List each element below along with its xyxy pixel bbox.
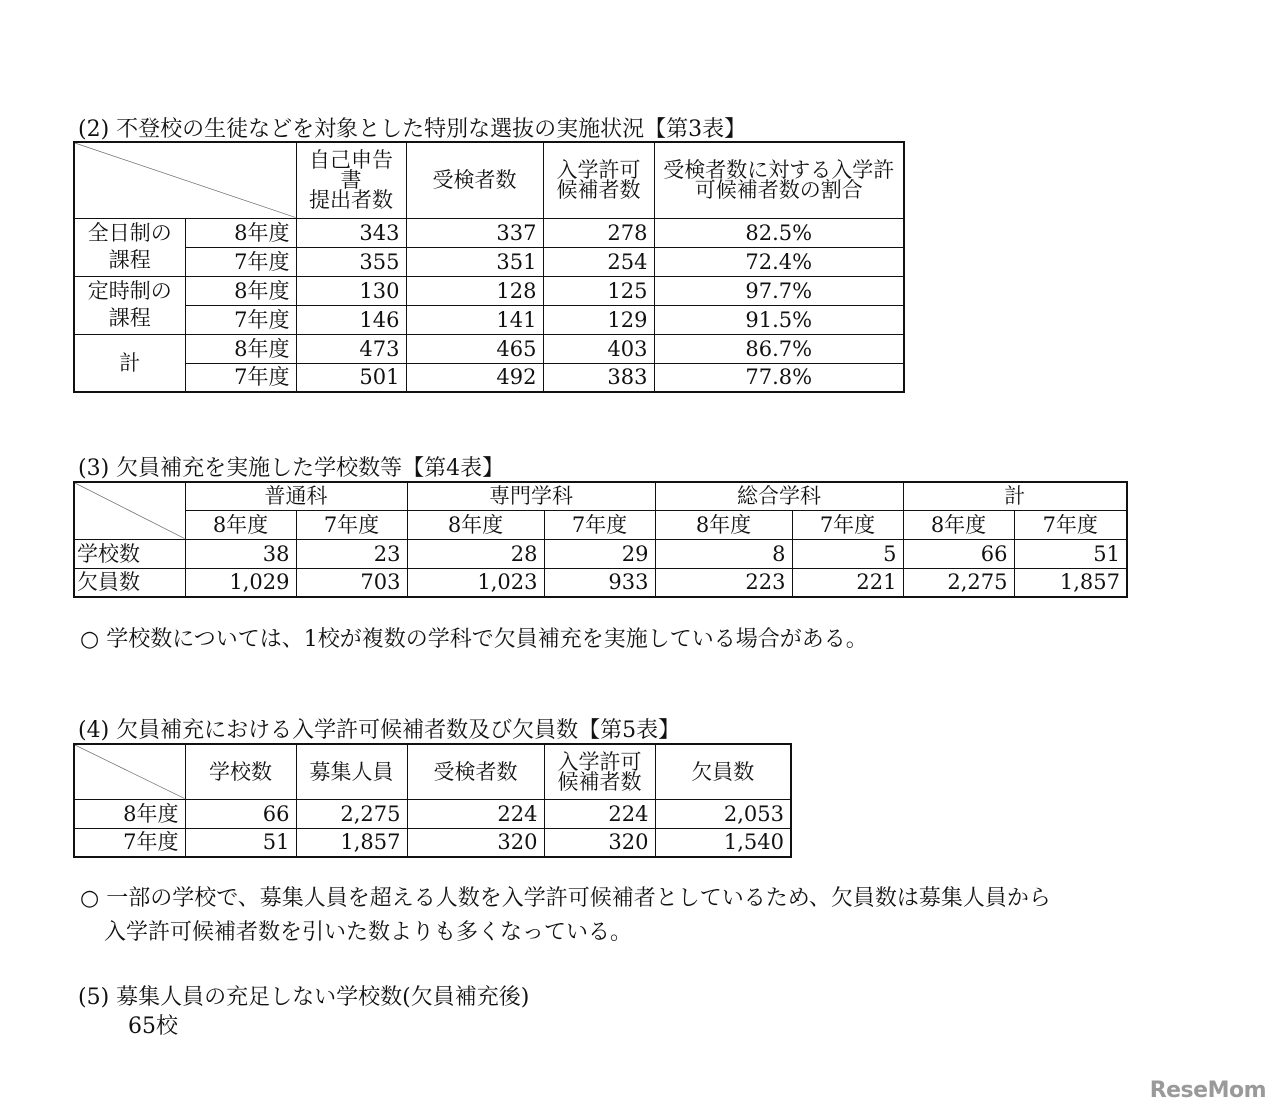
cell: 320 [544,828,655,857]
group-header: 専門学科 [407,482,655,510]
cell: 492 [406,363,543,392]
table-row [74,247,904,276]
cell: 66 [903,539,1014,568]
cell: 1,540 [655,828,791,857]
col-header-vacancies: 欠員数 [655,744,791,799]
cell: 1,857 [296,828,407,857]
table-row [74,218,904,247]
section5-value: 65校 [128,1014,178,1039]
row-year: 7年度 [185,305,296,334]
year-header: 7年度 [296,510,407,539]
col-header-admitted: 入学許可 候補者数 [544,744,655,799]
cell: 703 [296,568,407,597]
section5-title: (5) 募集人員の充足しない学校数(欠員補充後) [78,985,530,1010]
row-year: 7年度 [74,828,185,857]
table-row [74,305,904,334]
table5 [73,743,792,858]
table-row [74,568,1127,597]
row-group-label: 全日制の 課程 [74,218,185,276]
cell: 28 [407,539,544,568]
row-group-label: 計 [74,334,185,392]
cell: 403 [543,334,654,363]
cell: 223 [655,568,792,597]
cell: 383 [543,363,654,392]
cell: 2,275 [296,799,407,828]
table4-note: ○ 学校数については、1校が複数の学科で欠員補充を実施している場合がある。 [80,627,868,652]
cell: 86.7% [654,334,904,363]
cell: 501 [296,363,406,392]
cell: 224 [544,799,655,828]
year-header: 7年度 [792,510,903,539]
cell: 278 [543,218,654,247]
cell: 254 [543,247,654,276]
col-header-examinees: 受検者数 [406,142,543,218]
cell: 465 [406,334,543,363]
year-header: 7年度 [1014,510,1127,539]
row-year: 8年度 [185,334,296,363]
group-header: 普通科 [185,482,407,510]
cell: 343 [296,218,406,247]
cell: 82.5% [654,218,904,247]
row-year: 8年度 [185,276,296,305]
table-row [74,276,904,305]
row-label: 欠員数 [74,568,185,597]
cell: 224 [407,799,544,828]
col-header-admitted: 入学許可 候補者数 [543,142,654,218]
table-row [74,828,791,857]
cell: 1,023 [407,568,544,597]
cell: 337 [406,218,543,247]
cell: 221 [792,568,903,597]
table-row [74,539,1127,568]
table5-title: (4) 欠員補充における入学許可候補者数及び欠員数【第5表】 [78,718,681,743]
cell: 129 [543,305,654,334]
col-header-ratio: 受検者数に対する入学許 可候補者数の割合 [654,142,904,218]
cell: 77.8% [654,363,904,392]
cell: 51 [1014,539,1127,568]
table3-title: (2) 不登校の生徒などを対象とした特別な選抜の実施状況【第3表】 [78,117,747,142]
cell: 91.5% [654,305,904,334]
table-row [74,334,904,363]
cell: 130 [296,276,406,305]
group-header: 計 [903,482,1127,510]
col-header-capacity: 募集人員 [296,744,407,799]
cell: 72.4% [654,247,904,276]
table-row [74,799,791,828]
cell: 23 [296,539,407,568]
year-header: 8年度 [407,510,544,539]
row-group-label: 定時制の 課程 [74,276,185,334]
group-header: 総合学科 [655,482,903,510]
diagonal-corner [74,744,185,799]
col-header-self-report: 自己申告書 提出者数 [296,142,406,218]
table5-note-line2: 入学許可候補者数を引いた数よりも多くなっている。 [104,920,633,945]
cell: 2,053 [655,799,791,828]
cell: 38 [185,539,296,568]
cell: 355 [296,247,406,276]
diagonal-corner [74,142,296,218]
cell: 97.7% [654,276,904,305]
diagonal-corner [74,482,185,539]
cell: 2,275 [903,568,1014,597]
cell: 1,029 [185,568,296,597]
cell: 29 [544,539,655,568]
cell: 128 [406,276,543,305]
cell: 141 [406,305,543,334]
row-year: 8年度 [185,218,296,247]
cell: 5 [792,539,903,568]
cell: 125 [543,276,654,305]
cell: 473 [296,334,406,363]
year-header: 8年度 [185,510,296,539]
table4 [73,481,1128,598]
watermark-logo: ReseMom [1149,1078,1266,1103]
col-header-examinees: 受検者数 [407,744,544,799]
table-row [74,363,904,392]
row-year: 7年度 [185,363,296,392]
cell: 933 [544,568,655,597]
row-year: 8年度 [74,799,185,828]
cell: 8 [655,539,792,568]
row-label: 学校数 [74,539,185,568]
table5-note-line1: ○ 一部の学校で、募集人員を超える人数を入学許可候補者としているため、欠員数は募集人員から [80,886,1051,911]
row-year: 7年度 [185,247,296,276]
table3 [73,141,905,393]
cell: 1,857 [1014,568,1127,597]
year-header: 8年度 [903,510,1014,539]
table4-title: (3) 欠員補充を実施した学校数等【第4表】 [78,456,505,481]
col-header-schools: 学校数 [185,744,296,799]
cell: 320 [407,828,544,857]
cell: 351 [406,247,543,276]
cell: 51 [185,828,296,857]
cell: 146 [296,305,406,334]
year-header: 7年度 [544,510,655,539]
cell: 66 [185,799,296,828]
year-header: 8年度 [655,510,792,539]
